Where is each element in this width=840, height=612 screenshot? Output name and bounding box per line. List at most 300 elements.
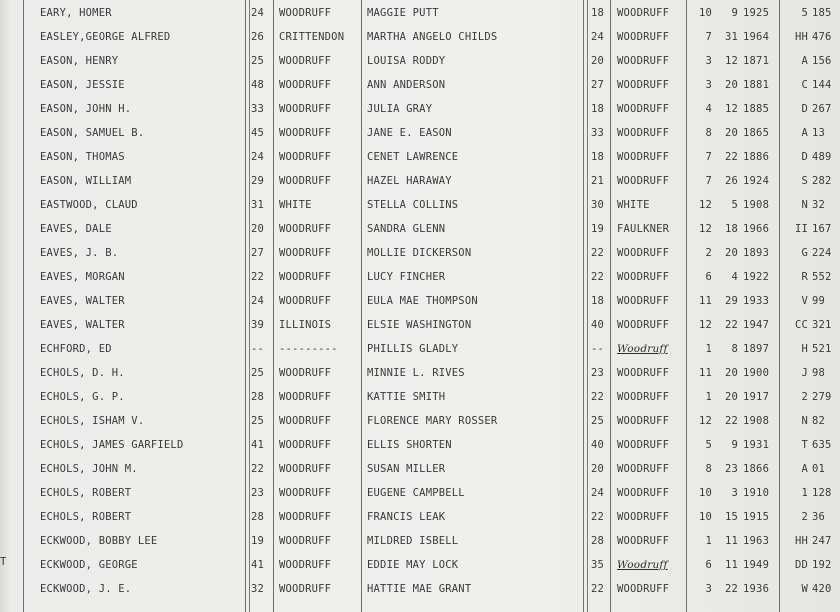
marriage-month: 3 bbox=[705, 583, 712, 595]
bride-name: JULIA GRAY bbox=[367, 103, 433, 115]
record-page: 247 bbox=[812, 535, 832, 547]
groom-age: 31 bbox=[251, 199, 265, 211]
groom-name: EASON, WILLIAM bbox=[40, 175, 132, 187]
groom-name: EAVES, J. B. bbox=[40, 247, 119, 259]
record-volume: C bbox=[801, 79, 808, 91]
bride-name: FRANCIS LEAK bbox=[367, 511, 446, 523]
bride-age: 27 bbox=[591, 79, 605, 91]
bride-residence: FAULKNER bbox=[617, 223, 670, 235]
record-page: 224 bbox=[812, 247, 832, 259]
groom-residence: WOODRUFF bbox=[279, 415, 332, 427]
record-page: 635 bbox=[812, 439, 832, 451]
marriage-year: 1885 bbox=[743, 103, 770, 115]
groom-age: 28 bbox=[251, 391, 265, 403]
marriage-day: 26 bbox=[724, 175, 738, 187]
groom-name: ECHFORD, ED bbox=[40, 343, 112, 355]
table-row bbox=[0, 73, 840, 97]
bride-name: ELSIE WASHINGTON bbox=[367, 319, 472, 331]
marriage-month: 5 bbox=[705, 439, 712, 451]
marriage-month: 7 bbox=[705, 175, 712, 187]
groom-age: 41 bbox=[251, 559, 265, 571]
bride-age: 20 bbox=[591, 463, 605, 475]
groom-age: 22 bbox=[251, 463, 265, 475]
bride-residence: WOODRUFF bbox=[617, 367, 670, 379]
table-row bbox=[0, 193, 840, 217]
marriage-day: 20 bbox=[724, 79, 738, 91]
bride-residence: WOODRUFF bbox=[617, 55, 670, 67]
marriage-year: 1886 bbox=[743, 151, 770, 163]
groom-residence: WOODRUFF bbox=[279, 271, 332, 283]
record-volume: 2 bbox=[801, 391, 808, 403]
marriage-day: 15 bbox=[724, 511, 738, 523]
groom-name: EAVES, DALE bbox=[40, 223, 112, 235]
bride-name: LOUISA RODDY bbox=[367, 55, 446, 67]
marriage-year: 1933 bbox=[743, 295, 770, 307]
groom-name: EASON, JOHN H. bbox=[40, 103, 132, 115]
marriage-year: 1900 bbox=[743, 367, 770, 379]
marriage-day: 22 bbox=[724, 415, 738, 427]
bride-name: FLORENCE MARY ROSSER bbox=[367, 415, 498, 427]
groom-name: ECHOLS, JOHN M. bbox=[40, 463, 138, 475]
marriage-year: 1949 bbox=[743, 559, 770, 571]
groom-age: 24 bbox=[251, 7, 265, 19]
table-row bbox=[0, 457, 840, 481]
marriage-year: 1936 bbox=[743, 583, 770, 595]
bride-residence: WHITE bbox=[617, 199, 650, 211]
bride-residence: WOODRUFF bbox=[617, 463, 670, 475]
record-page: 185 bbox=[812, 7, 832, 19]
record-volume: CC bbox=[794, 319, 808, 331]
marriage-year: 1893 bbox=[743, 247, 770, 259]
marriage-year: 1908 bbox=[743, 199, 770, 211]
bride-name: SUSAN MILLER bbox=[367, 463, 446, 475]
table-row bbox=[0, 481, 840, 505]
groom-residence: WOODRUFF bbox=[279, 511, 332, 523]
groom-age: 25 bbox=[251, 415, 265, 427]
table-row bbox=[0, 577, 840, 601]
bride-age: 40 bbox=[591, 439, 605, 451]
groom-residence: WHITE bbox=[279, 199, 312, 211]
bride-residence: WOODRUFF bbox=[617, 415, 670, 427]
record-page: 13 bbox=[812, 127, 826, 139]
groom-name: ECKWOOD, BOBBY LEE bbox=[40, 535, 158, 547]
groom-age: 24 bbox=[251, 295, 265, 307]
bride-name: MILDRED ISBELL bbox=[367, 535, 459, 547]
groom-name: EASON, HENRY bbox=[40, 55, 119, 67]
groom-name: ECHOLS, JAMES GARFIELD bbox=[40, 439, 184, 451]
bride-age: 18 bbox=[591, 7, 605, 19]
groom-name: ECHOLS, ISHAM V. bbox=[40, 415, 145, 427]
bride-residence: WOODRUFF bbox=[617, 583, 670, 595]
marriage-month: 11 bbox=[698, 367, 712, 379]
marriage-month: 10 bbox=[698, 487, 712, 499]
groom-age: 23 bbox=[251, 487, 265, 499]
bride-name: MOLLIE DICKERSON bbox=[367, 247, 472, 259]
record-volume: J bbox=[801, 367, 808, 379]
groom-residence: WOODRUFF bbox=[279, 247, 332, 259]
record-volume: A bbox=[801, 463, 808, 475]
record-page: 82 bbox=[812, 415, 826, 427]
table-row bbox=[0, 385, 840, 409]
bride-age: 19 bbox=[591, 223, 605, 235]
groom-name: ECKWOOD, J. E. bbox=[40, 583, 132, 595]
groom-residence: WOODRUFF bbox=[279, 7, 332, 19]
groom-residence: WOODRUFF bbox=[279, 127, 332, 139]
table-row bbox=[0, 313, 840, 337]
groom-name: EARY, HOMER bbox=[40, 7, 112, 19]
marriage-year: 1922 bbox=[743, 271, 770, 283]
groom-age: 45 bbox=[251, 127, 265, 139]
bride-residence: WOODRUFF bbox=[617, 247, 670, 259]
marriage-month: 8 bbox=[705, 463, 712, 475]
bride-residence: WOODRUFF bbox=[617, 271, 670, 283]
record-volume: V bbox=[801, 295, 808, 307]
table-row bbox=[0, 97, 840, 121]
table-row bbox=[0, 505, 840, 529]
record-volume: D bbox=[801, 151, 808, 163]
marriage-day: 23 bbox=[724, 463, 738, 475]
marriage-day: 3 bbox=[731, 487, 738, 499]
table-row bbox=[0, 241, 840, 265]
table-row bbox=[0, 361, 840, 385]
groom-residence: WOODRUFF bbox=[279, 367, 332, 379]
bride-age: 22 bbox=[591, 391, 605, 403]
groom-name: EAVES, WALTER bbox=[40, 295, 125, 307]
record-page: 267 bbox=[812, 103, 832, 115]
marriage-year: 1866 bbox=[743, 463, 770, 475]
marriage-month: 8 bbox=[705, 127, 712, 139]
groom-residence: WOODRUFF bbox=[279, 79, 332, 91]
groom-residence: WOODRUFF bbox=[279, 295, 332, 307]
marriage-year: 1924 bbox=[743, 175, 770, 187]
marriage-month: 1 bbox=[705, 343, 712, 355]
record-page: 192 bbox=[812, 559, 832, 571]
marriage-month: 1 bbox=[705, 391, 712, 403]
groom-age: 29 bbox=[251, 175, 265, 187]
marriage-day: 22 bbox=[724, 151, 738, 163]
bride-age: 18 bbox=[591, 151, 605, 163]
groom-age: 33 bbox=[251, 103, 265, 115]
table-row bbox=[0, 49, 840, 73]
marriage-year: 1966 bbox=[743, 223, 770, 235]
groom-name: EAVES, WALTER bbox=[40, 319, 125, 331]
record-volume: II bbox=[794, 223, 808, 235]
bride-residence: WOODRUFF bbox=[617, 7, 670, 19]
record-volume: H bbox=[801, 343, 808, 355]
record-page: 32 bbox=[812, 199, 826, 211]
groom-name: ECHOLS, ROBERT bbox=[40, 511, 132, 523]
record-page: 128 bbox=[812, 487, 832, 499]
marriage-day: 20 bbox=[724, 127, 738, 139]
table-row bbox=[0, 433, 840, 457]
record-page: 167 bbox=[812, 223, 832, 235]
marriage-day: 22 bbox=[724, 319, 738, 331]
groom-age: 39 bbox=[251, 319, 265, 331]
record-page: 552 bbox=[812, 271, 832, 283]
bride-age: 30 bbox=[591, 199, 605, 211]
record-volume: 1 bbox=[801, 487, 808, 499]
marriage-day: 11 bbox=[724, 559, 738, 571]
marriage-month: 3 bbox=[705, 55, 712, 67]
marriage-month: 4 bbox=[705, 103, 712, 115]
marriage-year: 1881 bbox=[743, 79, 770, 91]
record-page: 279 bbox=[812, 391, 832, 403]
groom-residence: WOODRUFF bbox=[279, 151, 332, 163]
bride-residence: WOODRUFF bbox=[617, 535, 670, 547]
record-page: 144 bbox=[812, 79, 832, 91]
groom-residence: WOODRUFF bbox=[279, 55, 332, 67]
record-volume: R bbox=[801, 271, 808, 283]
groom-residence: WOODRUFF bbox=[279, 583, 332, 595]
marriage-year: 1908 bbox=[743, 415, 770, 427]
table-row bbox=[0, 121, 840, 145]
marriage-month: 12 bbox=[698, 223, 712, 235]
bride-residence: Woodruff bbox=[617, 559, 668, 571]
groom-age: 41 bbox=[251, 439, 265, 451]
table-row bbox=[0, 169, 840, 193]
bride-age: 18 bbox=[591, 295, 605, 307]
groom-age: 25 bbox=[251, 55, 265, 67]
groom-age: -- bbox=[251, 343, 265, 355]
marriage-day: 20 bbox=[724, 247, 738, 259]
marriage-month: 12 bbox=[698, 415, 712, 427]
record-volume: 5 bbox=[801, 7, 808, 19]
bride-age: 20 bbox=[591, 55, 605, 67]
marriage-month: 1 bbox=[705, 535, 712, 547]
table-row bbox=[0, 289, 840, 313]
marriage-day: 4 bbox=[731, 271, 738, 283]
groom-residence: WOODRUFF bbox=[279, 391, 332, 403]
marriage-day: 9 bbox=[731, 7, 738, 19]
bride-name: SANDRA GLENN bbox=[367, 223, 446, 235]
margin-mark: T bbox=[0, 556, 7, 568]
bride-residence: Woodruff bbox=[617, 343, 668, 355]
marriage-year: 1931 bbox=[743, 439, 770, 451]
groom-residence: ILLINOIS bbox=[279, 319, 332, 331]
marriage-year: 1910 bbox=[743, 487, 770, 499]
record-volume: HH bbox=[794, 535, 808, 547]
marriage-month: 7 bbox=[705, 31, 712, 43]
record-volume: N bbox=[801, 199, 808, 211]
groom-age: 26 bbox=[251, 31, 265, 43]
groom-name: EAVES, MORGAN bbox=[40, 271, 125, 283]
groom-residence: WOODRUFF bbox=[279, 439, 332, 451]
record-page: 01 bbox=[812, 463, 826, 475]
groom-age: 28 bbox=[251, 511, 265, 523]
marriage-day: 8 bbox=[731, 343, 738, 355]
groom-name: ECHOLS, D. H. bbox=[40, 367, 125, 379]
marriage-year: 1865 bbox=[743, 127, 770, 139]
bride-residence: WOODRUFF bbox=[617, 511, 670, 523]
record-volume: HH bbox=[794, 31, 808, 43]
bride-age: 22 bbox=[591, 583, 605, 595]
marriage-day: 18 bbox=[724, 223, 738, 235]
marriage-month: 10 bbox=[698, 7, 712, 19]
bride-residence: WOODRUFF bbox=[617, 295, 670, 307]
bride-name: ELLIS SHORTEN bbox=[367, 439, 452, 451]
bride-age: 24 bbox=[591, 31, 605, 43]
bride-age: -- bbox=[591, 343, 605, 355]
bride-residence: WOODRUFF bbox=[617, 103, 670, 115]
bride-residence: WOODRUFF bbox=[617, 151, 670, 163]
table-row bbox=[0, 553, 840, 577]
bride-age: 33 bbox=[591, 127, 605, 139]
bride-age: 22 bbox=[591, 247, 605, 259]
record-page: 282 bbox=[812, 175, 832, 187]
record-page: 36 bbox=[812, 511, 826, 523]
table-row bbox=[0, 265, 840, 289]
groom-name: EASON, JESSIE bbox=[40, 79, 125, 91]
groom-name: ECHOLS, ROBERT bbox=[40, 487, 132, 499]
record-page: 420 bbox=[812, 583, 832, 595]
bride-name: EULA MAE THOMPSON bbox=[367, 295, 478, 307]
marriage-year: 1963 bbox=[743, 535, 770, 547]
groom-name: EASTWOOD, CLAUD bbox=[40, 199, 138, 211]
record-volume: S bbox=[801, 175, 808, 187]
record-page: 476 bbox=[812, 31, 832, 43]
marriage-day: 5 bbox=[731, 199, 738, 211]
groom-residence: --------- bbox=[279, 343, 338, 355]
bride-residence: WOODRUFF bbox=[617, 175, 670, 187]
bride-age: 24 bbox=[591, 487, 605, 499]
bride-name: EDDIE MAY LOCK bbox=[367, 559, 459, 571]
bride-residence: WOODRUFF bbox=[617, 487, 670, 499]
marriage-year: 1871 bbox=[743, 55, 770, 67]
record-volume: A bbox=[801, 55, 808, 67]
bride-residence: WOODRUFF bbox=[617, 439, 670, 451]
bride-residence: WOODRUFF bbox=[617, 31, 670, 43]
groom-residence: WOODRUFF bbox=[279, 535, 332, 547]
bride-residence: WOODRUFF bbox=[617, 79, 670, 91]
bride-name: MARTHA ANGELO CHILDS bbox=[367, 31, 498, 43]
bride-age: 28 bbox=[591, 535, 605, 547]
groom-residence: WOODRUFF bbox=[279, 463, 332, 475]
marriage-year: 1897 bbox=[743, 343, 770, 355]
bride-name: KATTIE SMITH bbox=[367, 391, 446, 403]
bride-age: 21 bbox=[591, 175, 605, 187]
marriage-day: 9 bbox=[731, 439, 738, 451]
groom-residence: WOODRUFF bbox=[279, 175, 332, 187]
marriage-month: 12 bbox=[698, 199, 712, 211]
bride-residence: WOODRUFF bbox=[617, 319, 670, 331]
groom-age: 22 bbox=[251, 271, 265, 283]
groom-residence: WOODRUFF bbox=[279, 223, 332, 235]
groom-age: 48 bbox=[251, 79, 265, 91]
record-page: 489 bbox=[812, 151, 832, 163]
table-row bbox=[0, 25, 840, 49]
marriage-month: 12 bbox=[698, 319, 712, 331]
bride-name: MINNIE L. RIVES bbox=[367, 367, 465, 379]
record-page: 156 bbox=[812, 55, 832, 67]
groom-name: EASON, THOMAS bbox=[40, 151, 125, 163]
groom-name: ECKWOOD, GEORGE bbox=[40, 559, 138, 571]
bride-name: STELLA COLLINS bbox=[367, 199, 459, 211]
table-row bbox=[0, 1, 840, 25]
record-volume: D bbox=[801, 103, 808, 115]
marriage-day: 20 bbox=[724, 391, 738, 403]
marriage-month: 3 bbox=[705, 79, 712, 91]
bride-name: LUCY FINCHER bbox=[367, 271, 446, 283]
table-row bbox=[0, 337, 840, 361]
record-volume: 2 bbox=[801, 511, 808, 523]
record-page: 98 bbox=[812, 367, 826, 379]
bride-name: PHILLIS GLADLY bbox=[367, 343, 459, 355]
marriage-year: 1925 bbox=[743, 7, 770, 19]
marriage-month: 7 bbox=[705, 151, 712, 163]
groom-age: 32 bbox=[251, 583, 265, 595]
marriage-day: 20 bbox=[724, 367, 738, 379]
marriage-month: 10 bbox=[698, 511, 712, 523]
groom-age: 24 bbox=[251, 151, 265, 163]
marriage-month: 11 bbox=[698, 295, 712, 307]
marriage-day: 29 bbox=[724, 295, 738, 307]
groom-residence: WOODRUFF bbox=[279, 559, 332, 571]
groom-residence: CRITTENDON bbox=[279, 31, 345, 43]
record-volume: W bbox=[801, 583, 808, 595]
bride-age: 23 bbox=[591, 367, 605, 379]
bride-name: HATTIE MAE GRANT bbox=[367, 583, 472, 595]
bride-name: MAGGIE PUTT bbox=[367, 7, 439, 19]
marriage-day: 12 bbox=[724, 55, 738, 67]
bride-age: 35 bbox=[591, 559, 605, 571]
record-volume: G bbox=[801, 247, 808, 259]
marriage-year: 1947 bbox=[743, 319, 770, 331]
groom-name: EASON, SAMUEL B. bbox=[40, 127, 145, 139]
bride-age: 40 bbox=[591, 319, 605, 331]
marriage-year: 1964 bbox=[743, 31, 770, 43]
marriage-day: 11 bbox=[724, 535, 738, 547]
table-row bbox=[0, 409, 840, 433]
marriage-month: 6 bbox=[705, 271, 712, 283]
marriage-year: 1915 bbox=[743, 511, 770, 523]
marriage-month: 2 bbox=[705, 247, 712, 259]
record-volume: N bbox=[801, 415, 808, 427]
table-row bbox=[0, 217, 840, 241]
table-row bbox=[0, 145, 840, 169]
table-row bbox=[0, 529, 840, 553]
bride-name: EUGENE CAMPBELL bbox=[367, 487, 465, 499]
marriage-day: 22 bbox=[724, 583, 738, 595]
bride-name: JANE E. EASON bbox=[367, 127, 452, 139]
groom-residence: WOODRUFF bbox=[279, 487, 332, 499]
marriage-month: 6 bbox=[705, 559, 712, 571]
bride-residence: WOODRUFF bbox=[617, 391, 670, 403]
record-page: 99 bbox=[812, 295, 826, 307]
bride-age: 22 bbox=[591, 511, 605, 523]
groom-age: 19 bbox=[251, 535, 265, 547]
bride-age: 25 bbox=[591, 415, 605, 427]
groom-name: EASLEY,GEORGE ALFRED bbox=[40, 31, 171, 43]
groom-name: ECHOLS, G. P. bbox=[40, 391, 125, 403]
bride-name: CENET LAWRENCE bbox=[367, 151, 459, 163]
record-volume: T bbox=[801, 439, 808, 451]
marriage-day: 31 bbox=[724, 31, 738, 43]
bride-name: HAZEL HARAWAY bbox=[367, 175, 452, 187]
marriage-day: 12 bbox=[724, 103, 738, 115]
record-volume: DD bbox=[794, 559, 808, 571]
groom-age: 20 bbox=[251, 223, 265, 235]
bride-residence: WOODRUFF bbox=[617, 127, 670, 139]
record-page: 521 bbox=[812, 343, 832, 355]
groom-age: 27 bbox=[251, 247, 265, 259]
bride-age: 22 bbox=[591, 271, 605, 283]
bride-name: ANN ANDERSON bbox=[367, 79, 446, 91]
groom-age: 25 bbox=[251, 367, 265, 379]
bride-age: 18 bbox=[591, 103, 605, 115]
record-volume: A bbox=[801, 127, 808, 139]
groom-residence: WOODRUFF bbox=[279, 103, 332, 115]
record-page: 321 bbox=[812, 319, 832, 331]
